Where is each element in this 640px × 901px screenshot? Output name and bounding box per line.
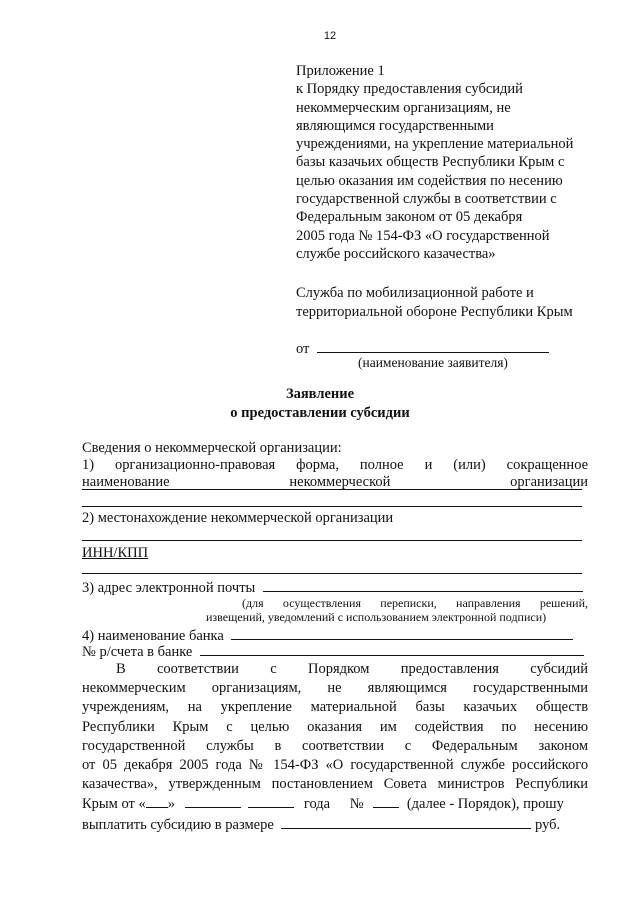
inn-kpp-label: ИНН/КПП: [82, 545, 149, 561]
account-number-field[interactable]: [200, 642, 584, 656]
organization-name-field-2[interactable]: [82, 506, 582, 507]
organization-name-field[interactable]: [82, 489, 582, 490]
request-line: учреждениям, на укрепление материальной базы казачьих обществ: [82, 699, 589, 716]
appendix-line: государственной службы в соответствии с: [296, 191, 557, 208]
request-line: государственной службы в соответствии с Федеральным законом: [82, 737, 589, 754]
bank-name-field[interactable]: [231, 626, 573, 640]
appendix-line: некоммерческим организациям, не: [296, 99, 511, 116]
from-label: от: [296, 341, 310, 357]
appendix-line: Федеральным законом от 05 декабря: [296, 209, 523, 226]
appendix-line: учреждениями, на укрепление материальной: [296, 136, 574, 153]
decree-number-field[interactable]: [373, 794, 399, 808]
item-3-email: 3) адрес электронной почты: [82, 578, 588, 597]
applicant-note: (наименование заявителя): [358, 355, 508, 370]
email-note-line-1: (для осуществления переписки, направления решений,: [242, 596, 589, 610]
email-note-line-2: извещений, уведомлений с использованием электронной подписи): [206, 610, 547, 624]
request-line: В соответствии с Порядком предоставления субсидий: [116, 661, 589, 677]
appendix-line: 2005 года № 154-ФЗ «О государственной: [296, 227, 550, 244]
item-4-bank: 4) наименование банка: [82, 626, 588, 645]
request-line: от 05 декабря 2005 года № 154-ФЗ «О государственной службе российского: [82, 757, 589, 774]
organization-info-intro: Сведения о некоммерческой организации:: [82, 440, 342, 456]
subsidy-amount-field[interactable]: [281, 815, 531, 829]
addressee-line: территориальной обороне Республики Крым: [296, 304, 573, 320]
location-field[interactable]: [82, 540, 582, 541]
addressee-line: Служба по мобилизационной работе и: [296, 285, 534, 301]
decree-day-field[interactable]: [146, 794, 168, 808]
addressee-block: [296, 284, 596, 322]
request-line: некоммерческим организациям, не являющимся государственными: [82, 680, 589, 697]
item-2-location: 2) местонахождение некоммерческой организации: [82, 510, 394, 526]
appendix-header: [296, 62, 596, 263]
email-field[interactable]: [263, 578, 583, 592]
appendix-line: являющимся государственными: [296, 117, 494, 134]
request-line: казачества», утвержденным постановлением Совета министров Республики: [82, 776, 589, 793]
item-1-words: 1) организационно-правовая форма, полное и (или) сокращенное: [82, 457, 589, 473]
item-1-line-2: наименование некоммерческой организации: [82, 474, 589, 490]
request-paragraph: [82, 660, 588, 835]
page-number: 12: [323, 30, 337, 42]
subsidy-amount-line: выплатить субсидию в размере руб.: [82, 816, 561, 833]
account-row: № р/счета в банке: [82, 642, 588, 661]
decree-year-field[interactable]: [248, 794, 294, 808]
inn-kpp-field[interactable]: [82, 573, 582, 574]
document-title: Заявление: [285, 386, 355, 402]
decree-month-field[interactable]: [185, 794, 241, 808]
item-1-line-1: [82, 457, 588, 474]
document-subtitle: о предоставлении субсидии: [230, 405, 410, 421]
request-line: Республики Крым с целью оказания им содействия по несению: [82, 718, 589, 735]
appendix-line: Приложение 1: [296, 63, 385, 79]
appendix-line: службе российского казачества»: [296, 245, 496, 262]
applicant-name-field[interactable]: [317, 339, 549, 353]
appendix-line: к Порядку предоставления субсидий: [296, 81, 523, 98]
decree-date-line: Крым от « » года № (далее - Порядок), прошу: [82, 796, 564, 813]
appendix-line: базы казачьих обществ Республики Крым с: [296, 154, 565, 171]
appendix-line: целью оказания им содействия по несению: [296, 172, 563, 189]
